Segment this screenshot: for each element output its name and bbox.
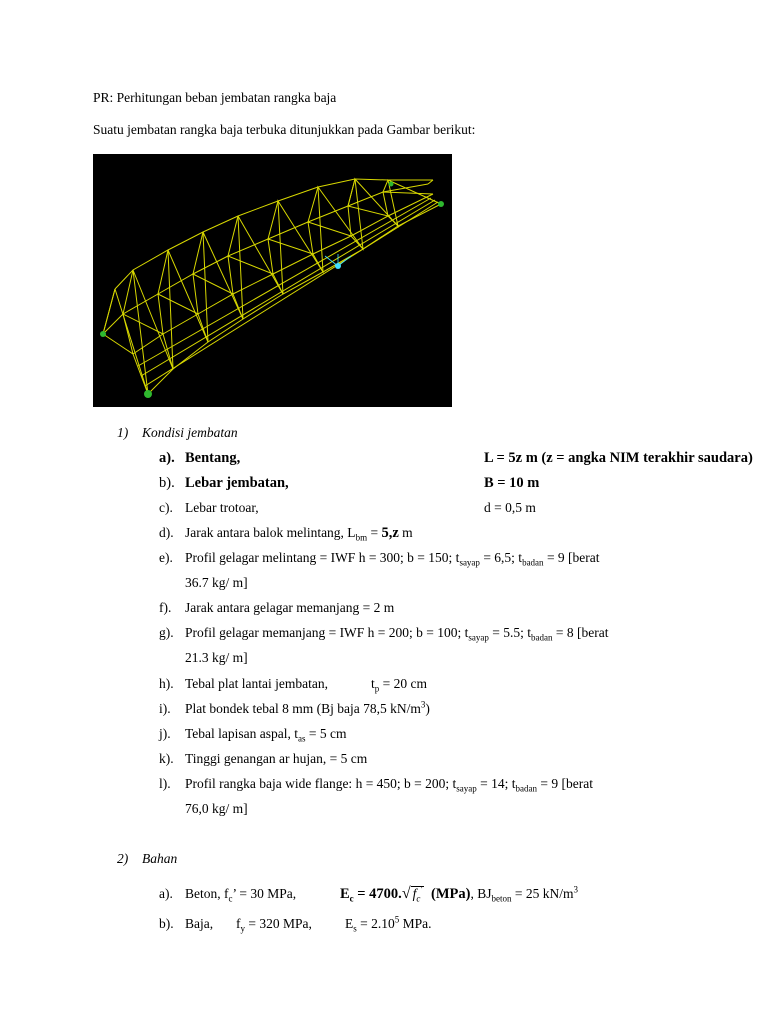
section-2-heading: 2) Bahan [117,851,178,866]
intro-text: Suatu jembatan rangka baja terbuka ditunjukkan pada Gambar berikut: [93,122,476,137]
item-h-tebal-plat: h). Tebal plat lantai jembatan, $t_p = 20$ cm [159,676,427,694]
truss-bridge-figure [93,154,452,407]
item-b-baja: b). Baja, $f_y = 320$ MPa, $E_s = 2.10^5$ MPa. [159,914,432,934]
page-title: PR: Perhitungan beban jembatan rangka baja [93,90,337,105]
modulus-formula: $E_c = 4700.√$ $f_c'$ (MPa), $BJ_{beton} = 25$ $kN/m^3$ [340,884,579,904]
sqrt-symbol: √ [401,885,411,902]
item-g-gelagar-memanjang: g). Profil gelagar memanjang = IWF h = 200; b = 100; $t_{sayap} = 5.5$; $t_{badan} = 8$ [berat [159,625,609,643]
item-d-jarak-balok: d). Jarak antara balok melintang, $L_{bm} = 5,z$ m [159,525,413,543]
item-e-continuation: 36.7 kg/ m] [185,575,248,590]
item-l-rangka-baja: l). Profil rangka baja wide flange: h = 450; b = 200; $t_{sayap} = 14$; $t_{badan} = 9$ [berat [159,776,594,794]
item-g-continuation: 21.3 kg/ m] [185,650,248,665]
item-i-plat-bondek: i). Plat bondek tebal 8 mm (Bj baja 78,5 $kN/m^3$) [159,699,430,716]
item-k-genangan: k). Tinggi genangan ar hujan, = 5 cm [159,751,368,766]
item-a-beton: a). Beton, $f_c$’ = 30 MPa, $E_c = 4700.√$ $f_c'$ (MPa), $BJ_{beton} = 25$ $kN/m^3$ [159,884,579,904]
item-l-continuation: 76,0 kg/ m] [185,801,248,816]
item-e-gelagar-melintang: e). Profil gelagar melintang = IWF h = 300; b = 150; $t_{sayap} = 6,5$; $t_{badan} = 9$ [berat [159,550,600,568]
item-f-jarak-gelagar: f). Jarak antara gelagar memanjang = 2 m [159,600,395,615]
truss-bridge-drawing [93,154,452,407]
item-c-trotoar: c). Lebar trotoar, d = 0,5 m [159,500,536,515]
section-1-heading: 1) Kondisi jembatan [117,425,238,440]
item-j-lapisan-aspal: j). Tebal lapisan aspal, $t_{as} = 5$ cm [159,726,347,744]
item-a-bentang: a). Bentang, L = 5z m (z = angka NIM terakhir saudara) [159,450,753,466]
item-b-lebar: b). Lebar jembatan, B = 10 m [159,475,540,491]
